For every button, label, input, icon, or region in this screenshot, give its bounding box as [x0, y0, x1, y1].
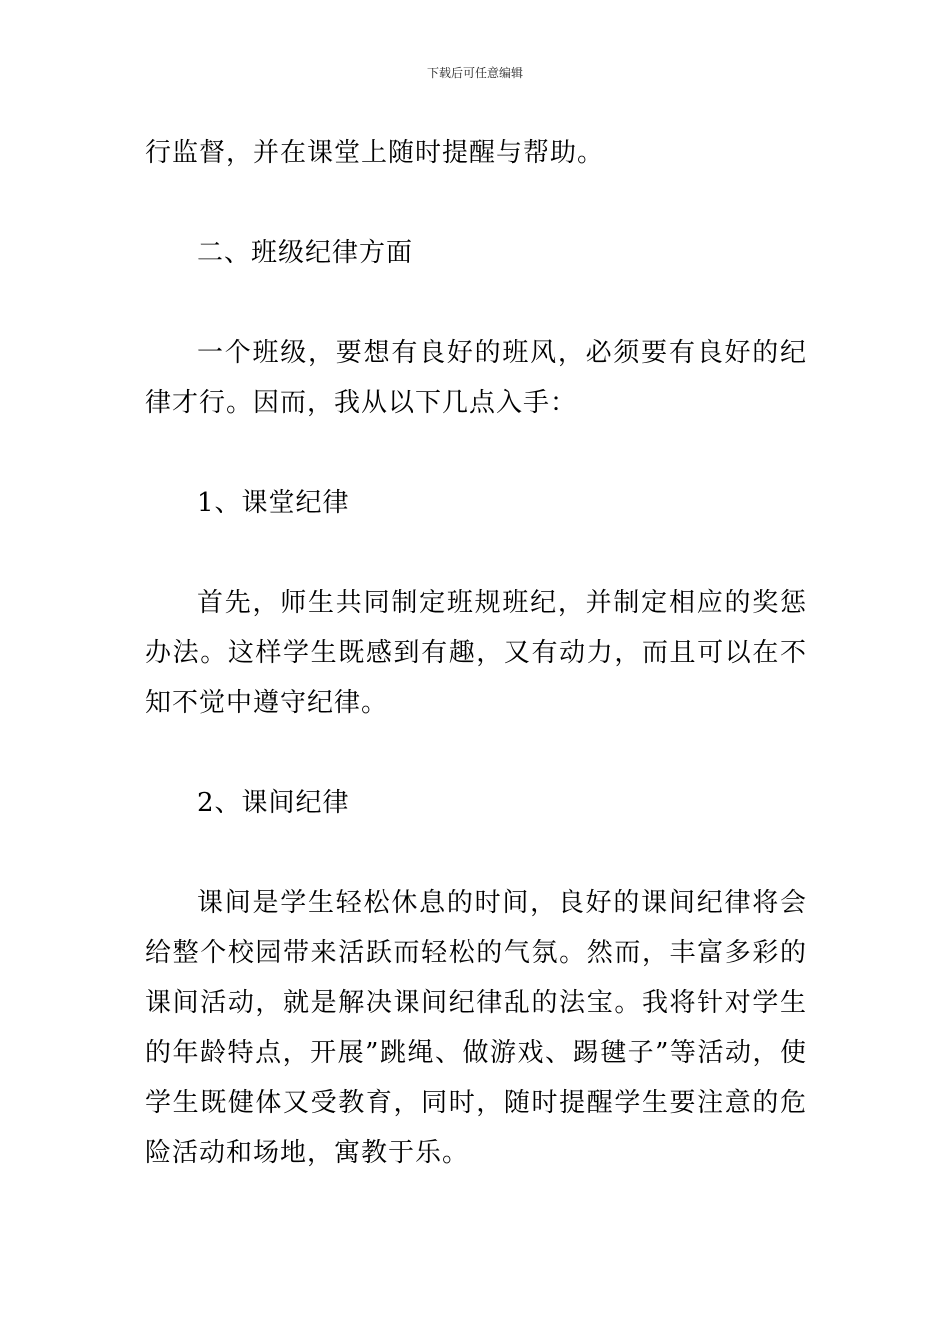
page-header: 下载后可任意编辑 [426, 66, 523, 80]
paragraph-break-activities: 课间是学生轻松休息的时间，良好的课间纪律将会给整个校园带来活跃而轻松的气氛。然而，丰富多彩的课间活动，就是解决课间纪律乱的法宝。我将针对学生的年龄特点，开展”跳绳、做游戏、踢毽子”等活动，使学生既健体又受教育，同时，随时提醒学生要注意的危险活动和场地，寓教于乐。 [145, 888, 807, 1168]
paragraph-classroom-rules: 首先，师生共同制定班规班纪，并制定相应的奖惩办法。这样学生既感到有趣，又有动力，而且可以在不知不觉中遵守纪律。 [145, 588, 807, 718]
subheading-classroom-discipline: 1、课堂纪律 [197, 488, 350, 518]
paragraph-intro: 一个班级，要想有良好的班风，必须要有良好的纪律才行。因而，我从以下几点入手： [145, 338, 807, 418]
subheading-break-discipline: 2、课间纪律 [197, 788, 350, 818]
paragraph-continuation: 行监督，并在课堂上随时提醒与帮助。 [145, 138, 605, 168]
document-body [145, 128, 807, 1178]
section-heading-class-discipline: 二、班级纪律方面 [197, 238, 414, 268]
